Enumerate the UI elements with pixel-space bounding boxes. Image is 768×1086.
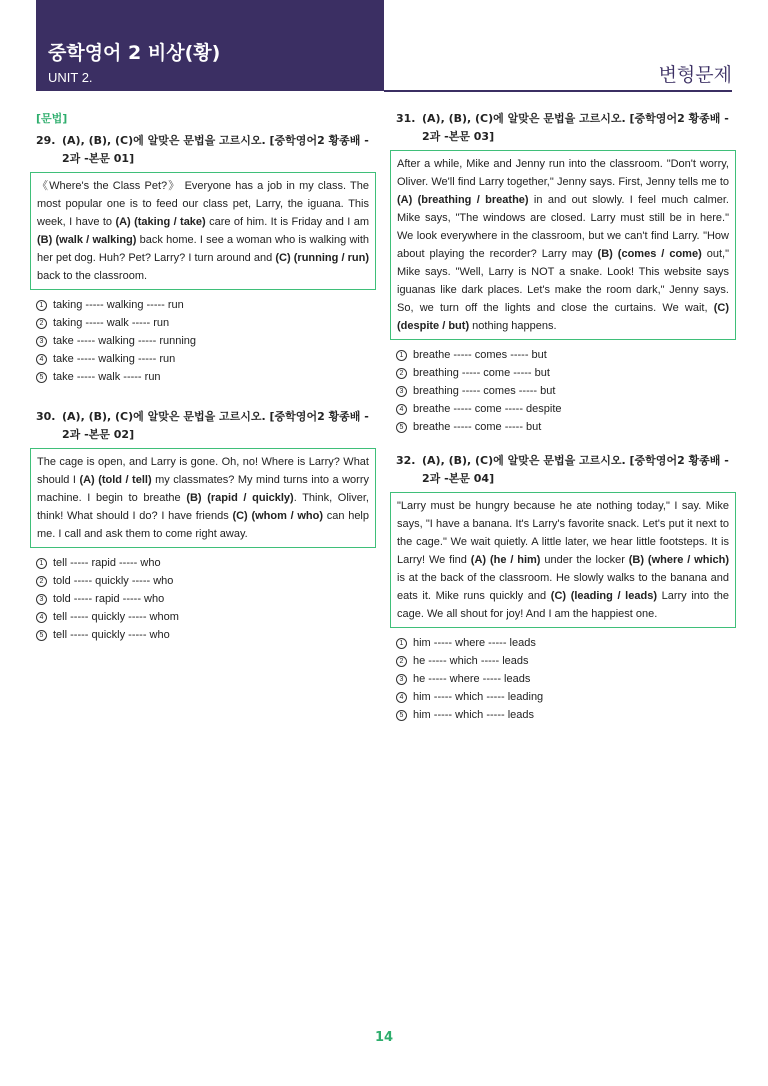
option-text: him ----- which ----- leads <box>413 709 534 721</box>
answer-option[interactable] <box>36 296 376 314</box>
answer-option[interactable] <box>36 332 376 350</box>
answer-option[interactable] <box>396 670 736 688</box>
answer-option[interactable] <box>396 706 736 724</box>
option-number-icon: 4 <box>36 612 47 623</box>
question-number: 29. <box>36 134 56 147</box>
passage-box: 《Where's the Class Pet?》 Everyone has a job in my class. The most popular one is to feed our class pet, Larry, the iguana. This week, I have to (A) (taking / take) care of him. It is Friday and I am (B) (walk / walking) back home. I see a woman who is walking with her pet dog. Huh? Pet? Larry? I turn around and (C) (running / run) back to the classroom. <box>30 172 376 290</box>
textbook-title: 중학영어 2 비상(황) <box>48 42 221 64</box>
question-29 <box>36 132 376 386</box>
answer-option[interactable] <box>396 346 736 364</box>
option-text: breathing ----- come ----- but <box>413 367 550 379</box>
question-30 <box>36 408 376 644</box>
option-number-icon: 4 <box>36 354 47 365</box>
option-number-icon: 2 <box>36 576 47 587</box>
answer-option[interactable] <box>396 418 736 436</box>
option-text: he ----- which ----- leads <box>413 655 529 667</box>
option-number-icon: 2 <box>36 318 47 329</box>
option-number-icon: 3 <box>396 674 407 685</box>
question-text: (A), (B), (C)에 알맞은 문법을 고르시오. [중학영어2 황종배 - 2과 -본문 02] <box>62 410 369 441</box>
option-number-icon: 1 <box>36 300 47 311</box>
answer-option[interactable] <box>36 554 376 572</box>
passage-box: The cage is open, and Larry is gone. Oh, no! Where is Larry? What should I (A) (told / tell) my classmates? My mind turns into a worry machine. I begin to breathe (B) (rapid / quickly). Think, Oliver, think! What should I do? I have friends (C) (whom / who) can help me. I call and ask them to come right away. <box>30 448 376 548</box>
option-text: breathing ----- comes ----- but <box>413 385 556 397</box>
option-text: breathe ----- come ----- but <box>413 421 542 433</box>
option-text: him ----- where ----- leads <box>413 637 536 649</box>
option-text: told ----- rapid ----- who <box>53 593 165 605</box>
option-number-icon: 3 <box>396 386 407 397</box>
option-text: breathe ----- comes ----- but <box>413 349 547 361</box>
option-text: take ----- walking ----- run <box>53 353 176 365</box>
option-text: tell ----- quickly ----- who <box>53 629 170 641</box>
question-prompt <box>396 452 736 488</box>
option-text: he ----- where ----- leads <box>413 673 531 685</box>
option-text: breathe ----- come ----- despite <box>413 403 562 415</box>
answer-option[interactable] <box>36 350 376 368</box>
option-number-icon: 3 <box>36 594 47 605</box>
option-number-icon: 5 <box>396 422 407 433</box>
option-number-icon: 1 <box>36 558 47 569</box>
option-number-icon: 2 <box>396 656 407 667</box>
option-text: told ----- quickly ----- who <box>53 575 174 587</box>
answer-option[interactable] <box>36 368 376 386</box>
question-number: 30. <box>36 410 56 423</box>
answer-option[interactable] <box>36 314 376 332</box>
answer-option[interactable] <box>396 364 736 382</box>
header-divider <box>384 90 732 92</box>
option-text: him ----- which ----- leading <box>413 691 544 703</box>
answer-option[interactable] <box>36 590 376 608</box>
passage-box: "Larry must be hungry because he ate nothing today," I say. Mike says, "I have a banana. It's Larry's favorite snack. Let's put it next to the cage." We wait quietly. A little later, we hear little footsteps. It is Larry! We find (A) (he / him) under the locker (B) (where / which) is at the back of the classroom. He slowly walks to the banana and eats it. Mike runs quickly and (C) (leading / leads) Larry into the cage. We all shout for joy! And I am the happiest one. <box>390 492 736 628</box>
question-text: (A), (B), (C)에 알맞은 문법을 고르시오. [중학영어2 황종배 - 2과 -본문 04] <box>422 454 729 485</box>
option-number-icon: 4 <box>396 692 407 703</box>
option-number-icon: 1 <box>396 350 407 361</box>
question-prompt <box>36 408 376 444</box>
option-number-icon: 5 <box>396 710 407 721</box>
question-31 <box>396 110 736 436</box>
variant-problems-label: 변형문제 <box>658 64 732 86</box>
unit-label: UNIT 2. <box>48 70 93 85</box>
option-number-icon: 2 <box>396 368 407 379</box>
left-column <box>36 110 376 644</box>
answer-option[interactable] <box>36 572 376 590</box>
option-text: take ----- walk ----- run <box>53 371 161 383</box>
option-text: take ----- walking ----- running <box>53 335 197 347</box>
question-prompt <box>36 132 376 168</box>
page-number: 14 <box>374 1030 394 1045</box>
question-number: 32. <box>396 454 416 467</box>
header-banner <box>36 0 384 91</box>
answer-option[interactable] <box>396 688 736 706</box>
answer-option[interactable] <box>396 652 736 670</box>
answer-option[interactable] <box>396 382 736 400</box>
option-text: taking ----- walking ----- run <box>53 299 184 311</box>
option-text: tell ----- rapid ----- who <box>53 557 161 569</box>
answer-options <box>396 346 736 436</box>
question-32 <box>396 452 736 724</box>
answer-option[interactable] <box>396 634 736 652</box>
question-text: (A), (B), (C)에 알맞은 문법을 고르시오. [중학영어2 황종배 - 2과 -본문 03] <box>422 112 729 143</box>
answer-option[interactable] <box>36 626 376 644</box>
option-text: taking ----- walk ----- run <box>53 317 170 329</box>
option-number-icon: 5 <box>36 372 47 383</box>
answer-options <box>396 634 736 724</box>
question-number: 31. <box>396 112 416 125</box>
answer-option[interactable] <box>36 608 376 626</box>
question-text: (A), (B), (C)에 알맞은 문법을 고르시오. [중학영어2 황종배 - 2과 -본문 01] <box>62 134 369 165</box>
option-text: tell ----- quickly ----- whom <box>53 611 179 623</box>
right-column <box>396 110 736 724</box>
answer-option[interactable] <box>396 400 736 418</box>
option-number-icon: 3 <box>36 336 47 347</box>
answer-options <box>36 554 376 644</box>
section-tag: [문법] <box>36 112 68 125</box>
passage-box: After a while, Mike and Jenny run into the classroom. "Don't worry, Oliver. We'll find Larry together," Jenny says. First, Jenny tells me to (A) (breathing / breathe) in and out slowly. I feel much calmer. Mike says, "The windows are closed. Larry must still be in here." We look everywhere in the classroom, but we can't find Larry. "How about playing the recorder? Larry may (B) (comes / come) out," Mike says. "Well, Larry is NOT a snake. Look! This website says iguanas like dark places. Let's make the room dark," Jenny says. So, we turn off the lights and close the curtains. We wait, (C) (despite / but) nothing happens. <box>390 150 736 340</box>
option-number-icon: 1 <box>396 638 407 649</box>
option-number-icon: 5 <box>36 630 47 641</box>
option-number-icon: 4 <box>396 404 407 415</box>
question-prompt <box>396 110 736 146</box>
answer-options <box>36 296 376 386</box>
